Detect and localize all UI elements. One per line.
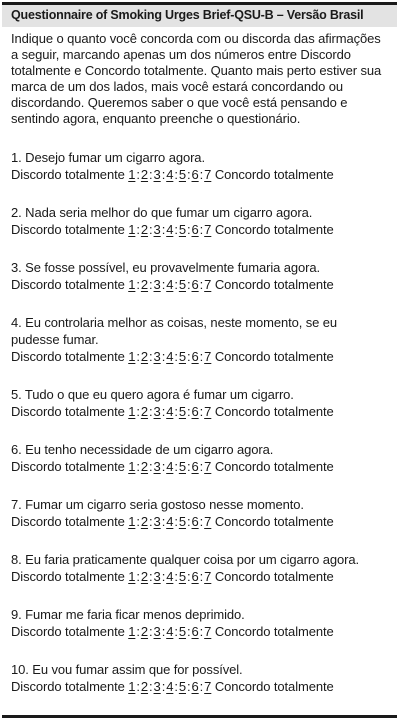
scale-option-6[interactable]: 6 (191, 349, 199, 364)
scale-option-3[interactable]: 3 (153, 569, 161, 584)
scale-option-6[interactable]: 6 (191, 277, 199, 292)
item-question: 10. Eu vou fumar assim que for possível. (11, 662, 243, 677)
scale-separator: : (161, 277, 166, 292)
scale-option-2[interactable]: 2 (140, 404, 149, 419)
scale-option-6[interactable]: 6 (191, 459, 199, 474)
scale-option-3[interactable]: 3 (153, 514, 161, 529)
scale-separator: : (199, 514, 204, 529)
scale-separator: : (149, 277, 153, 292)
scale-separator: : (161, 514, 166, 529)
scale-option-6[interactable]: 6 (191, 222, 199, 237)
scale-separator: : (174, 624, 178, 639)
questionnaire-item (11, 606, 388, 640)
scale-left-label: Discordo totalmente (11, 349, 125, 364)
scale-separator: : (136, 222, 140, 237)
scale-option-7[interactable]: 7 (204, 679, 212, 694)
scale-option-2[interactable]: 2 (140, 569, 149, 584)
scale-separator: : (174, 679, 178, 694)
scale-option-2[interactable]: 2 (140, 277, 149, 292)
likert-scale (11, 623, 388, 640)
scale-option-3[interactable]: 3 (153, 459, 161, 474)
scale-option-3[interactable]: 3 (153, 222, 161, 237)
likert-scale (11, 513, 388, 530)
scale-separator: : (161, 404, 166, 419)
item-question: 4. Eu controlaria melhor as coisas, neste momento, se eu pudesse fumar. (11, 315, 338, 347)
scale-option-5[interactable]: 5 (178, 514, 186, 529)
scale-option-7[interactable]: 7 (204, 569, 212, 584)
scale-option-2[interactable]: 2 (140, 167, 149, 182)
scale-option-5[interactable]: 5 (178, 349, 186, 364)
scale-separator: : (161, 569, 166, 584)
scale-separator: : (149, 222, 153, 237)
scale-option-1[interactable]: 1 (128, 167, 136, 182)
scale-separator: : (199, 222, 204, 237)
likert-scale (11, 276, 388, 293)
scale-option-5[interactable]: 5 (178, 569, 186, 584)
scale-separator: : (187, 349, 191, 364)
scale-separator: : (174, 459, 178, 474)
scale-option-4[interactable]: 4 (166, 514, 174, 529)
scale-option-2[interactable]: 2 (140, 624, 149, 639)
item-question: 7. Fumar um cigarro seria gostoso nesse momento. (11, 497, 304, 512)
likert-scale (11, 568, 388, 585)
scale-separator: : (199, 349, 204, 364)
scale-separator: : (187, 679, 191, 694)
questionnaire-item (11, 204, 388, 238)
scale-separator: : (199, 569, 204, 584)
scale-option-7[interactable]: 7 (204, 167, 212, 182)
scale-option-5[interactable]: 5 (178, 167, 186, 182)
likert-scale (11, 678, 388, 695)
scale-separator: : (199, 167, 204, 182)
scale-option-6[interactable]: 6 (191, 569, 199, 584)
scale-option-3[interactable]: 3 (153, 624, 161, 639)
scale-option-4[interactable]: 4 (166, 167, 174, 182)
questionnaire-item (11, 441, 388, 475)
scale-left-label: Discordo totalmente (11, 569, 125, 584)
scale-right-label: Concordo totalmente (214, 514, 334, 529)
scale-left-label: Discordo totalmente (11, 277, 125, 292)
scale-right-label: Concordo totalmente (214, 277, 334, 292)
scale-option-1[interactable]: 1 (128, 459, 136, 474)
scale-separator: : (187, 459, 191, 474)
scale-option-1[interactable]: 1 (128, 514, 136, 529)
scale-option-7[interactable]: 7 (204, 349, 212, 364)
scale-option-1[interactable]: 1 (128, 404, 136, 419)
scale-left-label: Discordo totalmente (11, 514, 125, 529)
scale-separator: : (149, 514, 153, 529)
scale-separator: : (149, 624, 153, 639)
item-question: 2. Nada seria melhor do que fumar um cigarro agora. (11, 205, 313, 220)
scale-option-4[interactable]: 4 (166, 222, 174, 237)
scale-option-4[interactable]: 4 (166, 349, 174, 364)
questionnaire-title: Questionnaire of Smoking Urges Brief-QSU-B – Versão Brasil (2, 5, 397, 27)
scale-separator: : (136, 624, 140, 639)
scale-option-1[interactable]: 1 (128, 679, 136, 694)
scale-separator: : (149, 404, 153, 419)
scale-option-4[interactable]: 4 (166, 569, 174, 584)
scale-separator: : (187, 277, 191, 292)
scale-separator: : (187, 624, 191, 639)
scale-option-4[interactable]: 4 (166, 459, 174, 474)
scale-option-6[interactable]: 6 (191, 624, 199, 639)
scale-option-2[interactable]: 2 (140, 459, 149, 474)
scale-right-label: Concordo totalmente (214, 349, 334, 364)
scale-separator: : (136, 167, 140, 182)
scale-option-7[interactable]: 7 (204, 459, 212, 474)
scale-separator: : (174, 277, 178, 292)
questionnaire-item (11, 661, 388, 695)
questionnaire-item (11, 496, 388, 530)
scale-separator: : (161, 459, 166, 474)
scale-separator: : (187, 404, 191, 419)
questionnaire-items (2, 149, 397, 695)
item-question: 9. Fumar me faria ficar menos deprimido. (11, 607, 245, 622)
scale-option-1[interactable]: 1 (128, 624, 136, 639)
scale-separator: : (199, 277, 204, 292)
scale-option-3[interactable]: 3 (153, 679, 161, 694)
scale-option-5[interactable]: 5 (178, 222, 186, 237)
scale-separator: : (136, 277, 140, 292)
item-question: 8. Eu faria praticamente qualquer coisa por um cigarro agora. (11, 552, 359, 567)
scale-separator: : (136, 569, 140, 584)
questionnaire-item (11, 551, 388, 585)
questionnaire-item (11, 259, 388, 293)
scale-left-label: Discordo totalmente (11, 624, 125, 639)
scale-separator: : (149, 569, 153, 584)
scale-separator: : (136, 679, 140, 694)
scale-option-2[interactable]: 2 (140, 349, 149, 364)
scale-separator: : (187, 569, 191, 584)
scale-option-4[interactable]: 4 (166, 679, 174, 694)
scale-option-7[interactable]: 7 (204, 222, 212, 237)
scale-option-2[interactable]: 2 (140, 222, 149, 237)
scale-separator: : (199, 624, 204, 639)
scale-left-label: Discordo totalmente (11, 459, 125, 474)
scale-option-3[interactable]: 3 (153, 349, 161, 364)
scale-option-1[interactable]: 1 (128, 222, 136, 237)
scale-separator: : (136, 459, 140, 474)
scale-left-label: Discordo totalmente (11, 222, 125, 237)
item-question: 1. Desejo fumar um cigarro agora. (11, 150, 205, 165)
scale-separator: : (187, 514, 191, 529)
questionnaire-item (11, 314, 388, 365)
scale-left-label: Discordo totalmente (11, 404, 125, 419)
scale-option-3[interactable]: 3 (153, 277, 161, 292)
scale-right-label: Concordo totalmente (214, 569, 334, 584)
scale-option-1[interactable]: 1 (128, 569, 136, 584)
scale-separator: : (161, 679, 166, 694)
instructions-text: Indique o quanto você concorda com ou discorda das afirmações a seguir, marcando apenas um dos números entre Discordo totalmente e Concordo totalmente. Quanto mais perto estiver sua marca de um dos lados, mais você estará concordando ou discordando. Queremos saber o que você está pensando e sentindo agora, enquanto preenche o questionário. (11, 31, 382, 126)
scale-separator: : (187, 222, 191, 237)
scale-separator: : (149, 167, 153, 182)
scale-option-4[interactable]: 4 (166, 624, 174, 639)
likert-scale (11, 458, 388, 475)
scale-separator: : (199, 679, 204, 694)
scale-separator: : (174, 514, 178, 529)
scale-option-5[interactable]: 5 (178, 624, 186, 639)
scale-separator: : (199, 404, 204, 419)
scale-option-5[interactable]: 5 (178, 404, 186, 419)
scale-separator: : (161, 222, 166, 237)
scale-separator: : (136, 404, 140, 419)
scale-option-5[interactable]: 5 (178, 679, 186, 694)
scale-right-label: Concordo totalmente (214, 404, 334, 419)
scale-right-label: Concordo totalmente (214, 222, 334, 237)
scale-separator: : (136, 514, 140, 529)
scale-separator: : (161, 624, 166, 639)
item-question: 6. Eu tenho necessidade de um cigarro agora. (11, 442, 274, 457)
scale-option-6[interactable]: 6 (191, 167, 199, 182)
scale-option-5[interactable]: 5 (178, 459, 186, 474)
scale-separator: : (174, 404, 178, 419)
likert-scale (11, 403, 388, 420)
scale-option-7[interactable]: 7 (204, 277, 212, 292)
likert-scale (11, 348, 388, 365)
scale-option-7[interactable]: 7 (204, 624, 212, 639)
scale-right-label: Concordo totalmente (214, 624, 334, 639)
scale-option-7[interactable]: 7 (204, 404, 212, 419)
scale-separator: : (187, 167, 191, 182)
scale-separator: : (149, 459, 153, 474)
scale-option-6[interactable]: 6 (191, 514, 199, 529)
scale-option-5[interactable]: 5 (178, 277, 186, 292)
scale-right-label: Concordo totalmente (214, 679, 334, 694)
questionnaire-item (11, 386, 388, 420)
scale-left-label: Discordo totalmente (11, 679, 125, 694)
scale-separator: : (161, 167, 166, 182)
scale-separator: : (149, 679, 153, 694)
scale-right-label: Concordo totalmente (214, 459, 334, 474)
scale-option-1[interactable]: 1 (128, 349, 136, 364)
item-question: 5. Tudo o que eu quero agora é fumar um cigarro. (11, 387, 294, 402)
scale-option-2[interactable]: 2 (140, 679, 149, 694)
scale-option-7[interactable]: 7 (204, 514, 212, 529)
scale-separator: : (174, 167, 178, 182)
scale-right-label: Concordo totalmente (214, 167, 334, 182)
scale-separator: : (161, 349, 166, 364)
scale-option-6[interactable]: 6 (191, 404, 199, 419)
scale-option-3[interactable]: 3 (153, 167, 161, 182)
scale-option-6[interactable]: 6 (191, 679, 199, 694)
scale-option-3[interactable]: 3 (153, 404, 161, 419)
item-question: 3. Se fosse possível, eu provavelmente fumaria agora. (11, 260, 321, 275)
likert-scale (11, 221, 388, 238)
scale-left-label: Discordo totalmente (11, 167, 125, 182)
scale-separator: : (174, 349, 178, 364)
scale-separator: : (136, 349, 140, 364)
scale-option-2[interactable]: 2 (140, 514, 149, 529)
scale-separator: : (174, 222, 178, 237)
questionnaire-item (11, 149, 388, 183)
scale-separator: : (149, 349, 153, 364)
scale-separator: : (199, 459, 204, 474)
scale-separator: : (174, 569, 178, 584)
questionnaire-frame (2, 2, 397, 718)
scale-option-1[interactable]: 1 (128, 277, 136, 292)
likert-scale (11, 166, 388, 183)
scale-option-4[interactable]: 4 (166, 404, 174, 419)
scale-option-4[interactable]: 4 (166, 277, 174, 292)
